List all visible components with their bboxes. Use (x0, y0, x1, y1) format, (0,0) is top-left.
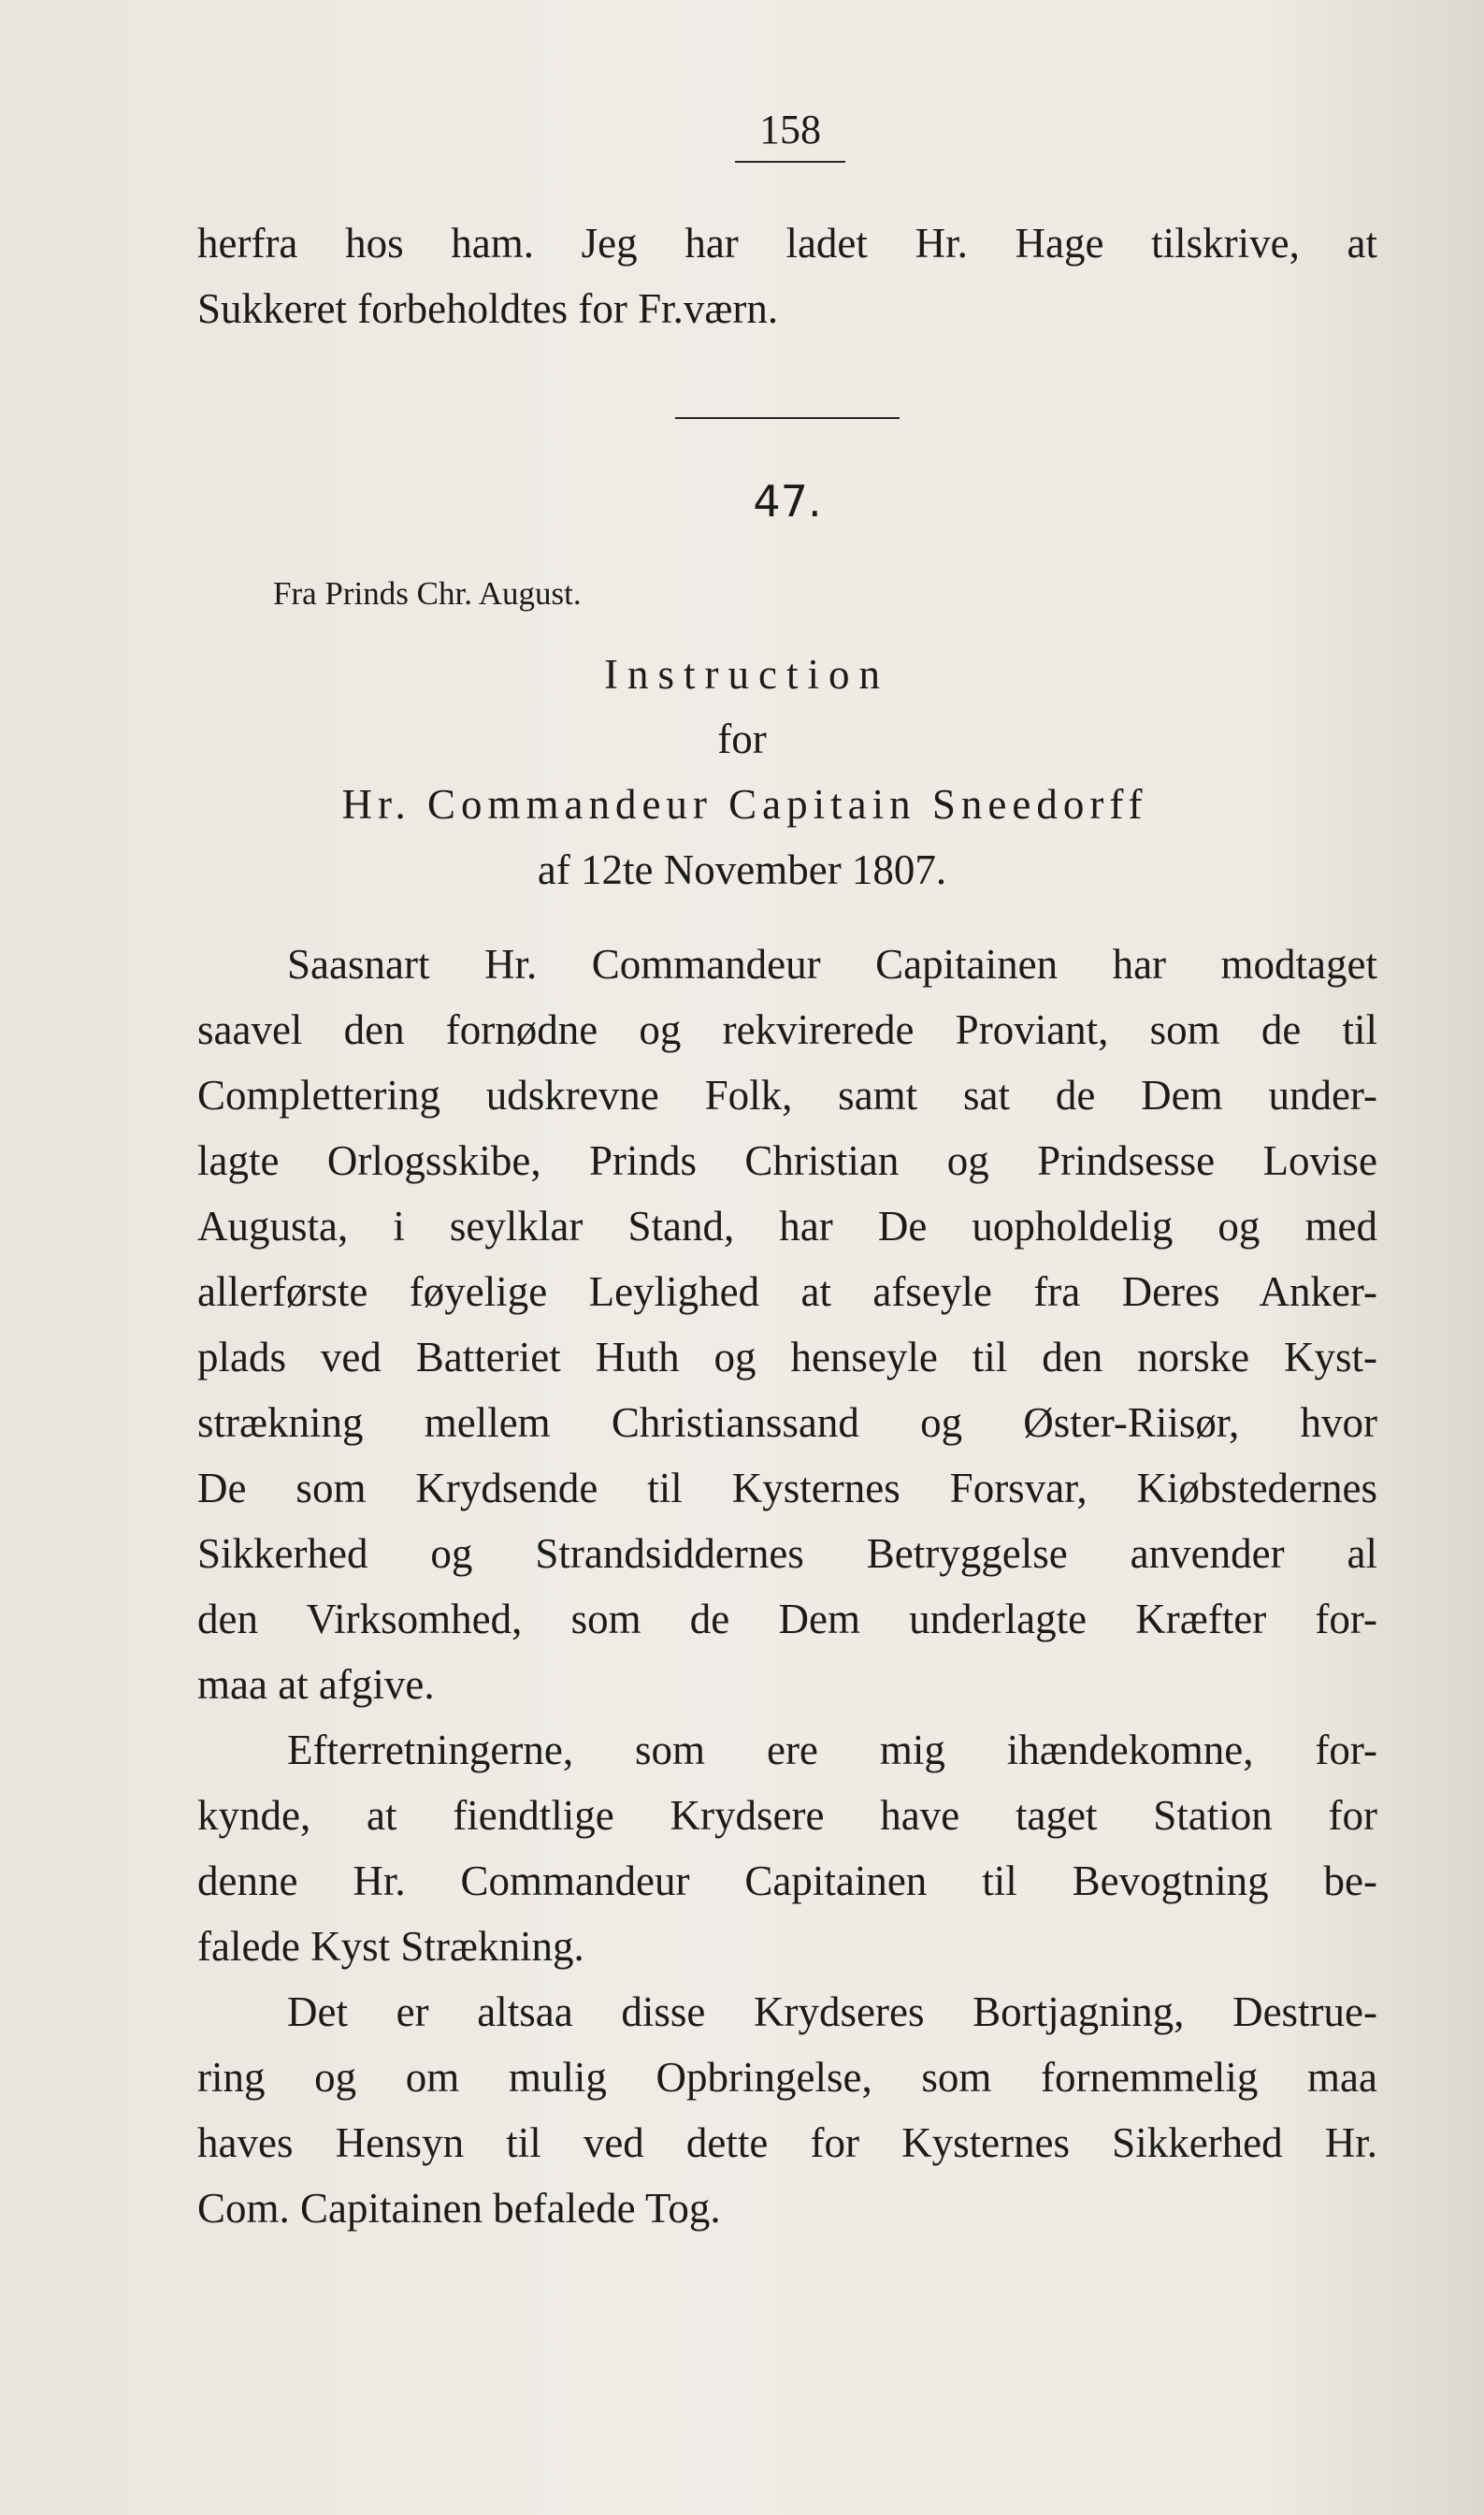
title-addressee: Hr. Commandeur Capitain Sneedorff (341, 781, 1148, 828)
page-number: 158 (759, 107, 821, 152)
text-line: saavel den fornødne og rekvirerede Proviant, som de til (197, 1006, 1377, 1053)
page-number-underline (735, 161, 845, 163)
text-line: kynde, at fiendtlige Krydsere have taget Station for (197, 1792, 1377, 1839)
text-line: Com. Capitainen befalede Tog. (197, 2185, 721, 2232)
text-line: Det er altsaa disse Krydseres Bortjagning, Destrue- (287, 1988, 1377, 2035)
title-instruction: Instruction (604, 651, 889, 698)
text-line: Efterretningerne, som ere mig ihændekomne, for- (287, 1727, 1377, 1773)
text-line: plads ved Batteriet Huth og henseyle til den norske Kyst- (197, 1334, 1377, 1380)
text-line: haves Hensyn til ved dette for Kysternes Sikkerhed Hr. (197, 2119, 1377, 2166)
sender-line: Fra Prinds Chr. August. (273, 575, 582, 612)
text-line: Sukkeret forbeholdtes for Fr.værn. (197, 285, 779, 332)
text-line: strækning mellem Christianssand og Øster-Riisør, hvor (197, 1399, 1377, 1446)
text-line: De som Krydsende til Kysternes Forsvar, Kiøbstedernes (197, 1465, 1377, 1511)
section-separator (675, 417, 900, 419)
text-line: Augusta, i seylklar Stand, har De uopholdelig og med (197, 1203, 1377, 1250)
title-for: for (717, 715, 767, 762)
text-line: Sikkerhed og Strandsiddernes Betryggelse anvender al (197, 1530, 1377, 1577)
text-line: Complettering udskrevne Folk, samt sat de Dem under- (197, 1072, 1377, 1119)
text-line: maa at afgive. (197, 1661, 435, 1708)
title-date: af 12te November 1807. (537, 846, 947, 893)
document-number: 47. (753, 476, 822, 527)
text-line: ring og om mulig Opbringelse, som fornemmelig maa (197, 2054, 1377, 2101)
text-line: Saasnart Hr. Commandeur Capitainen har modtaget (287, 941, 1377, 988)
text-line: denne Hr. Commandeur Capitainen til Bevogtning be- (197, 1857, 1377, 1904)
text-line: lagte Orlogsskibe, Prinds Christian og Prindsesse Lovise (197, 1137, 1377, 1184)
text-line: herfra hos ham. Jeg har ladet Hr. Hage tilskrive, at (197, 220, 1377, 267)
text-line: allerførste føyelige Leylighed at afseyle fra Deres Anker- (197, 1268, 1377, 1315)
text-line: falede Kyst Strækning. (197, 1923, 584, 1970)
text-line: den Virksomhed, som de Dem underlagte Kræfter for- (197, 1596, 1377, 1642)
